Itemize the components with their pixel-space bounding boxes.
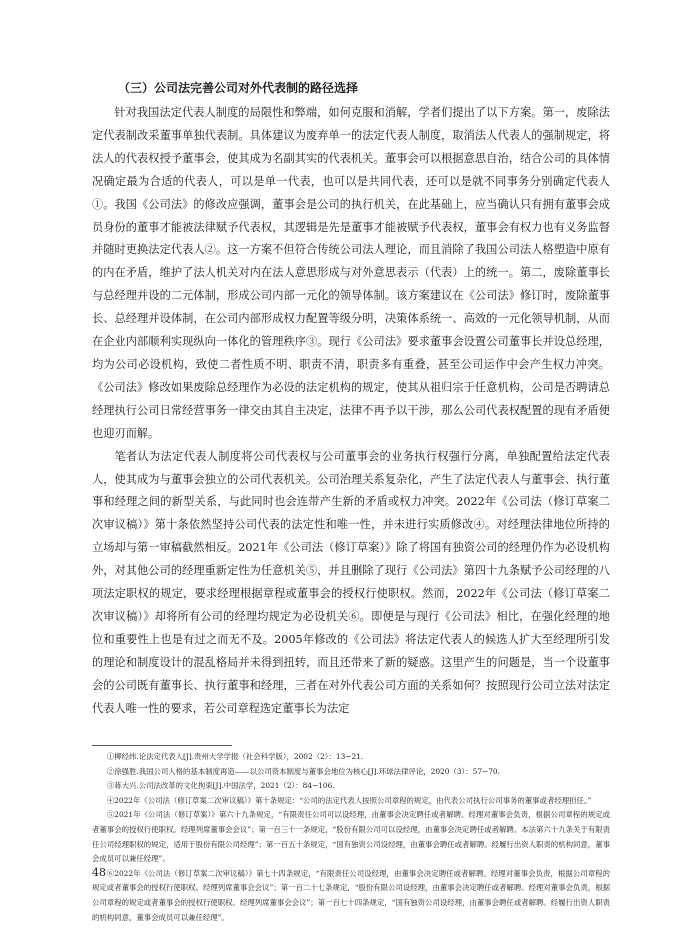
footnote: ⑤2021年《公司法（修订草案）》第六十九条规定，“有限责任公司可以设经理，由董事会决定聘任或者解聘。经理对董事会负责，根据公司章程的规定或者董事会的授权行使职权。经理列席董事会会议”；第一百三十一条规定，“股份有限公司可以设经理，由董事会决定聘任或者解聘。本法第六十九条关于有限责任公司经理职权的规定，适用于股份有限公司经理”；第一百五十条规定，“国有独资公司设经理，由董事会聘任或者解聘。经履行出资人职责的机构同意，董事会成员可以兼任经理”。 (92, 810, 610, 864)
footnote: ③蒋大兴.公司法改革的文化拘束[J].中国法学，2021（2）：84−106. (106, 781, 335, 791)
page-number: 48 (92, 866, 106, 879)
body-paragraph: 针对我国法定代表人制度的局限性和弊端，如何克服和消解，学者们提出了以下方案。第一，废除法定代表制改采董事单独代表制。具体建议为废弃单一的法定代表人制度，取消法人代表人的强制规定，将法人的代表权授予董事会，使其成为名副其实的代表机关。董事会可以根据意思自治，结合公司的具体情况确定最为合适的代表人，可以是单一代表，也可以是共同代表，还可以是就不同事务分别确定代表人①。我国《公司法》的修改应强调，董事会是公司的执行机关，在此基础上，应当确认只有拥有董事会成员身份的董事才能被法律赋予代表权，其逻辑是先是董事才能被赋予代表权，董事会有权力也有义务监督并随时更换法定代表人②。这一方案不但符合传统公司法人理论，而且消除了我国公司法人格塑造中原有的内在矛盾，维护了法人机关对内在法人意思形成与对外意思表示（代表）上的统一。第二，废除董事长与总经理并设的二元体制，形成公司内部一元化的领导体制。该方案建议在《公司法》修订时，废除董事长、总经理并设体制，在公司内部形成权力配置等级分明，决策体系统一、高效的一元化领导机制，从而在企业内部顺利实现纵向一体化的管理秩序③。现行《公司法》要求董事会设置公司董事长并设总经理，均为公司必设机构，致使二者性质不明、职责不清，职责多有重叠，甚至公司运作中会产生权力冲突。《公司法》修改如果废除总经理作为必设的法定机构的规定，使其从祖归宗于任意机构，公司是否聘请总经理执行公司日常经营事务一律交由其自主决定，法律不再予以干涉，那么公司代表权配置的现有矛盾便也迎刃而解。 (92, 106, 610, 440)
footnote: ④2022年《公司法（修订草案二次审议稿）》第十条规定：“公司的法定代表人按照公司章程的规定，由代表公司执行公司事务的董事或者经理担任。” (106, 795, 592, 805)
footnote: ①柳经纬.论法定代表人[J].贵州大学学报（社会科学版），2002（2）：13−21. (106, 752, 364, 761)
footnote: ⑥2022年《公司法（修订草案二次审议稿）》第七十四条规定，“有限责任公司设经理，由董事会决定聘任或者解聘。经理对董事会负责，根据公司章程的规定或者董事会的授权行使职权。经理列席董事会会议”；第一百二十七条规定，“股份有限公司设经理，由董事会决定聘任或者解聘。经理对董事会负责，根据公司章程的规定或者董事会的授权行使职权。经理列席董事会会议”；第一百七十四条规定，“国有独资公司设经理，由董事会聘任或者解聘。经履行出资人职责的机构同意，董事会成员可以兼任经理”。 (92, 868, 610, 922)
section-heading: （三）公司法完善公司对外代表制的路径选择 (118, 81, 359, 95)
footnote: ②徐强胜.我国公司人格的基本制度再造——以公司资本制度与董事会地位为核心[J].环球法律评论，2020（3）：57−70. (106, 766, 500, 776)
body-text (92, 102, 610, 720)
body-paragraph: 笔者认为法定代表人制度将公司代表权与公司董事会的业务执行权强行分离，单独配置给法定代表人，使其成为与董事会独立的公司代表机关。公司治理关系复杂化，产生了法定代表人与董事会、执行董事和经理之间的新型关系，与此同时也会连带产生新的矛盾或权力冲突。2022年《公司法（修订草案二次审议稿）》第十条依然坚持公司代表的法定性和唯一性，并未进行实质修改④。对经理法律地位所持的立场却与第一审稿截然相反。2021年《公司法（修订草案）》除了将国有独资公司的经理仍作为必设机构外，对其他公司的经理重新定性为任意机关⑤，并且删除了现行《公司法》第四十九条赋予公司经理的八项法定职权的规定，要求经理根据章程或董事会的授权行使职权。然而，2022年《公司法（修订草案二次审议稿）》却将所有公司的经理均规定为必设机关⑥。即便是与现行《公司法》相比，在强化经理的地位和重要性上也是有过之而无不及。2005年修改的《公司法》将法定代表人的候选人扩大至经理所引发的理论和制度设计的混乱格局并未得到扭转，而且还带来了新的疑惑。这里产生的问题是，当一个设董事会的公司既有董事长、执行董事和经理，三者在对外代表公司方面的关系如何？按照现行公司立法对法定代表人唯一性的要求，若公司章程选定董事长为法定 (92, 449, 610, 715)
footnote-divider (92, 745, 232, 746)
footnotes (92, 750, 610, 925)
